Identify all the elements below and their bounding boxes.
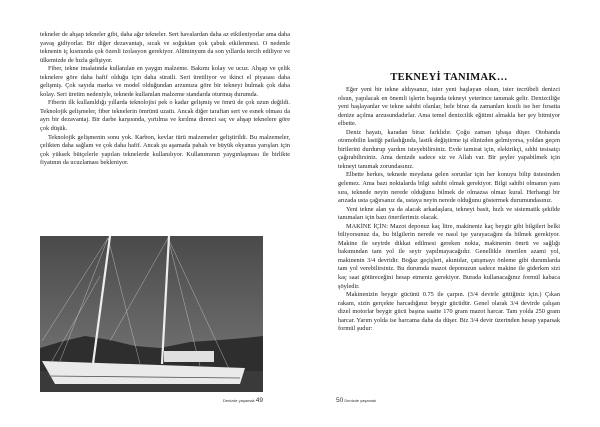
- page-footer: [223, 397, 263, 404]
- sailboat-photo: [40, 236, 263, 392]
- footer-text: Denizde yaşamak: [344, 398, 377, 403]
- paragraph: Fiberin ilk kullanıldığı yıllarda teknolojisi pek o kadar gelişmiş ve ömrü de çok uzun değildi. Teknolojik gelişmeler, fiber teknelerin ömrünü uzattı. Ancak diğer taraftan sert ve esnek olması da ayrı bir dezavantaj. Bir darbe karşısında, yırtılma ve kırılma direnci saç ve ahşap teknelere göre çok düşük.: [40, 99, 290, 133]
- page-number: 50: [336, 397, 344, 404]
- paragraph: MAKİNE İÇİN: Mazot deponuz kaç litre, makineniz kaç beygir gibi bilgileri belki biliyorsunuz da, bu bilgilerin nerede ve nasıl işe yarayacağını da bilmek gerekiyor. Makine ile seyirde dikkat edilmesi gereken nokta, makinenin ömrü ve sağlığı bakımından tam yol ile seyir yapılmayacağıdır. Genellikle önerilen azami yol, makinenin 3/4 devridir. Boğaz geçişleri, akıntılar, çatışmayı önleme gibi durumlarda tam yol verebilirsiniz. Bu durumda mazot deponuzun sadece makine ile giderken sizi kaç saat götüreceğini hesap etmeniz gerekiyor. Burada kullanacağınız formül kabaca şöyledir.: [338, 222, 560, 290]
- left-text-column: [40, 31, 290, 168]
- paragraph: Teknolojik gelişmenin sonu yok. Karbon, kevlar türü malzemeler geliştirildi. Bu malzemeler, çelikten daha sağlam ve çok daha hafif. Ancak şu aşamada pahalı ve büyük okyanus yarışları için çok yüksek bütçelerle yapılan teknelerde kullanılıyor. Kullanımının yaygınlaşması ile birlikte fiyatının da ucuzlaması bekleniyor.: [40, 133, 290, 167]
- footer-text: Denizde yaşamak: [222, 398, 255, 403]
- paragraph: Elbette herkes, teknede meydana gelen sorunlar için her konuyu bilip üstesinden gelemez. Ama bazı noktalarda bilgi sahibi olmak gerekiyor. Bilgi sahibi olmanın yanı sıra, teknede neyin nerede olduğunu bilmek de olmazsa olmaz kural. Herhangi bir arızada usta çağırsanız da, ustaya neyin nerede olduğunu göstermek durumundasınız.: [338, 171, 560, 205]
- page-footer: [336, 397, 376, 404]
- paragraph: Yeni tekne alan ya da alacak arkadaşlara, tekneyi basit, hızlı ve sistematik şekilde tanımaları için bazı önerilerimiz olacak.: [338, 205, 560, 222]
- paragraph: Makinenizin beygir gücünü 0.75 ile çarpın. (3/4 devirle gittiğiniz için.) Çıkan rakam, sizin gerçekte harcadığınız beygir gücüdür. Genel olarak 3/4 devirde çalışan dizel motorlar beygir gücü başına saatte 170 gram mazot harcar. Tam yolda 250 gram harcar. Yarım yolda ise harcama daha da düşer. Biz 3/4 devir üzerinden hesap yaparsak formül şudur:: [338, 291, 560, 333]
- deckhouse: [164, 351, 214, 362]
- paragraph: Fiber, tekne imalatında kullanılan en yaygın malzeme. Bakımı kolay ve ucuz. Ahşap ve çelik teknelere göre daha hafif olduğu için daha süratli. Seri üretiliyor ve ikinci el piyasası daha gelişmiş. Çok sayıda marka ve model olduğundan arzunuza göre bir tekneyi bulmak çok daha kolay. Seri üretim nedeniyle, teknede kullanılan malzeme standarda oturmuş durumda.: [40, 65, 290, 98]
- paragraph: tekneler de ahşap tekneler gibi, daha ağır tekneler. Sert havalardan daha az etkileniyorlar ama daha yavaş gidiyorlar. Bir diğer dezavantajı, sıcak ve soğuktan çok çabuk etkilenmesi. O nedenle teknenin iç kısmında çok özenli izolasyon gerekiyor. Alüminyum da son yıllarda tercih ediliyor ve ülkemizde de hızla gelişiyor.: [40, 31, 290, 64]
- paragraph: Eğer yeni bir tekne aldıysanız, ister yeni başlayan olsun, ister tecrübeli denizci olsun, yapılacak en önemli işlerin başında tekneyi yeterince tanımak gelir. Denizciliğe yeni başlayanlar ve tekne sahibi olanlar, hele biraz da zamanları kısıtlı ise her fırsatta denize açılma arzusundadırlar. Ama temel denizcilik eğitimi almakla her şey bitmiyor elbette.: [338, 86, 560, 128]
- chapter-title: TEKNEYİ TANIMAK…: [390, 72, 508, 83]
- paragraph: Deniz hayatı, karadan biraz farklıdır. Çoğu zaman işbaşa düşer. Otobanda otomobilin lastiği patladığında, lastik değiştirme işi elinizden gelmiyorsa, yoldan geçen birilerini durdurup yardım isteyebilirsiniz. Evde tamirat için, elektrikçi, sıhhi tesisatçı çağırabilirsiniz. Ama denizde sadece siz ve Allah var. Bir şeyler yapabilmek için tekneyi tanımak zorundasınız.: [338, 128, 560, 170]
- right-page: [300, 0, 600, 427]
- page-number: 49: [255, 397, 263, 404]
- right-text-column: [338, 86, 560, 334]
